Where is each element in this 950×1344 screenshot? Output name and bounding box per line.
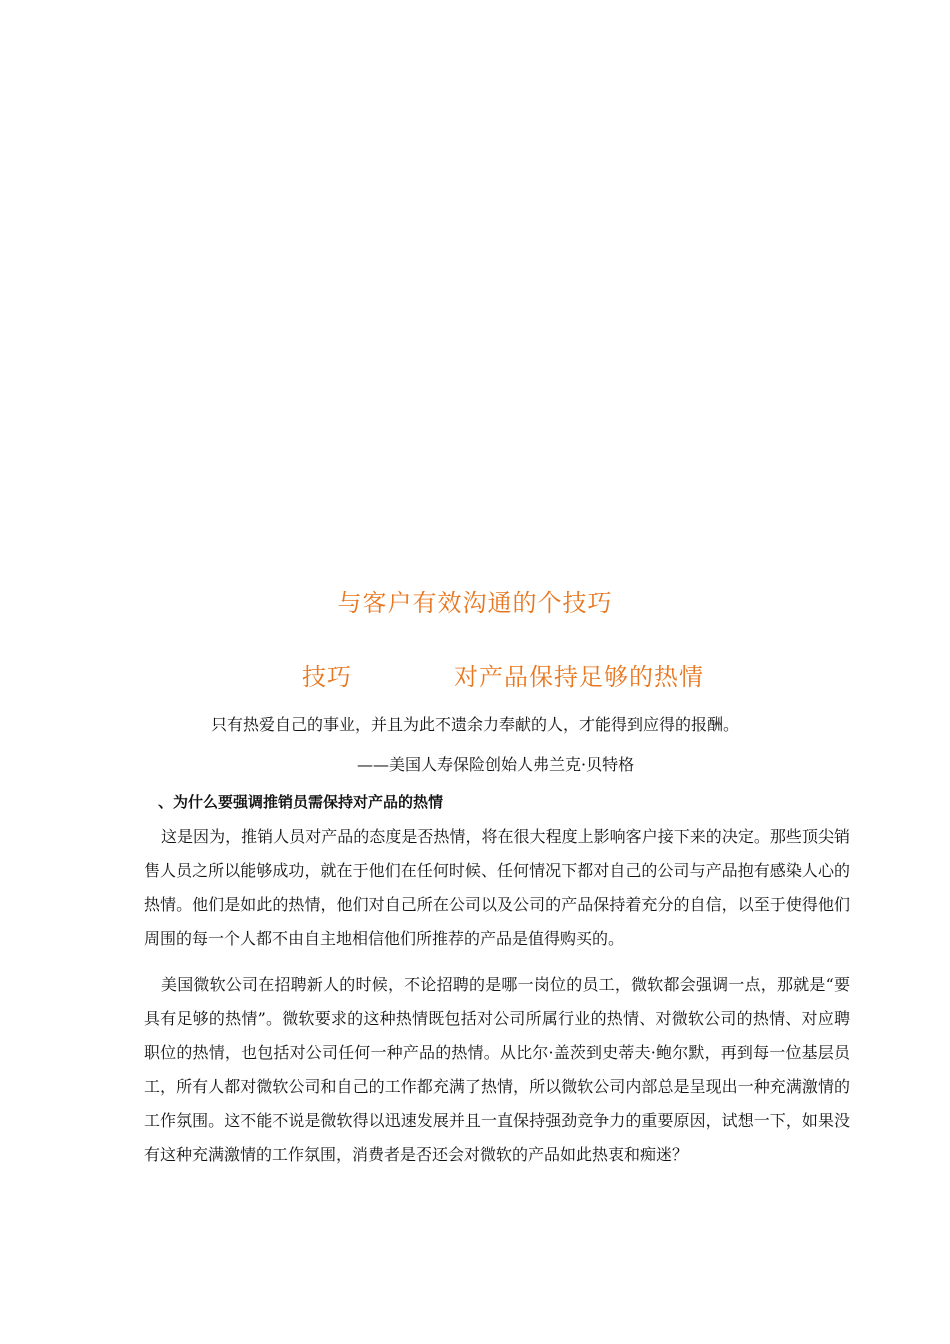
tip-label: 技巧	[302, 663, 352, 691]
section-heading: 、为什么要强调推销员需保持对产品的热情	[158, 793, 444, 811]
body-paragraph-2: 美国微软公司在招聘新人的时候，不论招聘的是哪一岗位的员工，微软都会强调一点，那就是“要具有足够的热情”。微软要求的这种热情既包括对公司所属行业的热情、对微软公司的热情、对应聘职位的热情，也包括对公司任何一种产品的热情。从比尔·盖茨到史蒂夫·鲍尔默，再到每一位基层员工，所有人都对微软公司和自己的工作都充满了热情，所以微软公司内部总是呈现出一种充满激情的工作氛围。这不能不说是微软得以迅速发展并且一直保持强劲竞争力的重要原因，试想一下，如果没有这种充满激情的工作氛围，消费者是否还会对微软的产品如此热衷和痴迷？	[144, 975, 850, 1164]
document-title: 与客户有效沟通的个技巧	[337, 589, 613, 617]
body-paragraph-1: 这是因为，推销人员对产品的态度是否热情，将在很大程度上影响客户接下来的决定。那些顶尖销售人员之所以能够成功，就在于他们在任何时候、任何情况下都对自己的公司与产品抱有感染人心的热情。他们是如此的热情，他们对自己所在公司以及公司的产品保持着充分的自信，以至于使得他们周围的每一个人都不由自主地相信他们所推荐的产品是值得购买的。	[144, 827, 850, 948]
epigraph-attribution: ——美国人寿保险创始人弗兰克·贝特格	[357, 755, 635, 774]
tip-topic: 对产品保持足够的热情	[454, 663, 704, 691]
epigraph-quote: 只有热爱自己的事业，并且为此不遗余力奉献的人，才能得到应得的报酬。	[210, 715, 739, 734]
